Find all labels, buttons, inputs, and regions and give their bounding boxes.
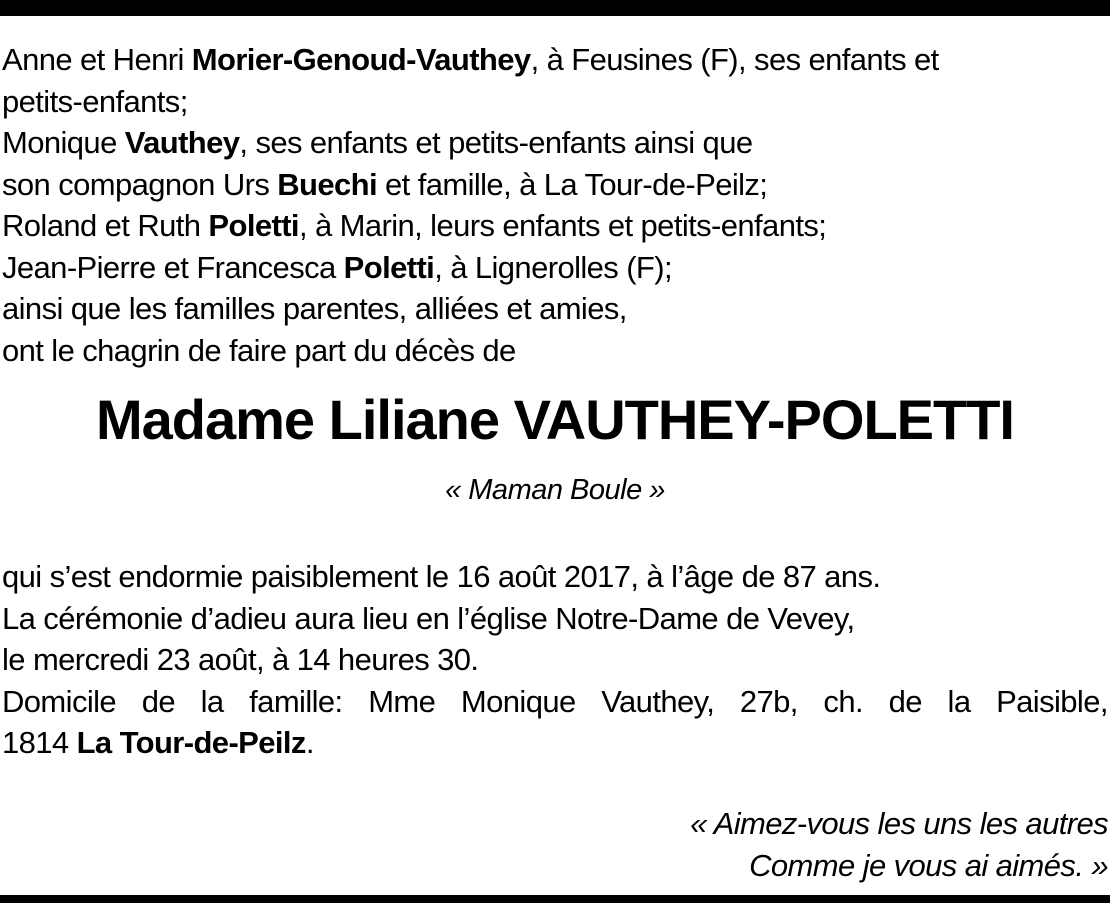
details-line-2: La cérémonie d’adieu aura lieu en l’église Notre-Dame de Vevey,	[2, 600, 855, 636]
justified-word: ch.	[823, 683, 863, 719]
intro-line-2: petits-enfants;	[2, 83, 188, 119]
justified-word: la	[947, 683, 971, 719]
family-name: Morier-Genoud-Vauthey	[191, 42, 531, 77]
deceased-nickname: « Maman Boule »	[445, 474, 665, 506]
announcement-intro	[2, 39, 1108, 371]
justified-word: la	[200, 683, 224, 719]
deceased-name: Madame Liliane VAUTHEY-POLETTI	[95, 388, 1014, 451]
family-name: Poletti	[343, 249, 435, 285]
family-name: Vauthey	[124, 125, 240, 160]
bottom-rule	[0, 895, 1110, 903]
justified-word: Domicile	[2, 683, 117, 719]
justified-word: Paisible,	[996, 683, 1108, 719]
justified-word: Vauthey,	[601, 683, 715, 719]
family-name: Poletti	[208, 208, 299, 243]
justified-word: Monique	[460, 683, 576, 719]
closing-quote	[508, 803, 1108, 886]
intro-line-8: ont le chagrin de faire part du décès de	[2, 332, 516, 368]
details-line-3: le mercredi 23 août, à 14 heures 30.	[2, 642, 479, 677]
justified-word: 27b,	[739, 683, 798, 719]
place-name: La Tour-de-Peilz	[76, 725, 306, 760]
intro-line-5: Roland et Ruth Poletti, à Marin, leurs enfants et petits-enfants;	[2, 208, 827, 243]
intro-line-4: son compagnon Urs Buechi et famille, à La Tour-de-Peilz;	[2, 166, 768, 202]
intro-line-3: Monique Vauthey, ses enfants et petits-enfants ainsi que	[2, 125, 753, 160]
intro-line-6: Jean-Pierre et Francesca Poletti, à Lignerolles (F);	[2, 249, 673, 285]
quote-line-1: « Aimez-vous les uns les autres	[690, 806, 1108, 841]
intro-line-7: ainsi que les familles parentes, alliées et amies,	[2, 291, 627, 326]
justified-word: de	[141, 683, 175, 719]
ceremony-details	[2, 556, 1108, 764]
justified-word: de	[888, 683, 922, 719]
top-rule	[0, 0, 1110, 16]
details-line-1: qui s’est endormie paisiblement le 16 août 2017, à l’âge de 87 ans.	[2, 559, 881, 594]
details-line-5: 1814 La Tour-de-Peilz.	[2, 725, 314, 760]
intro-line-1: Anne et Henri Morier-Genoud-Vauthey, à Feusines (F), ses enfants et	[2, 42, 939, 77]
justified-word: famille:	[249, 683, 343, 719]
quote-line-2: Comme je vous ai aimés. »	[749, 847, 1108, 883]
details-line-4	[2, 681, 1108, 723]
justified-word: Mme	[368, 683, 436, 719]
family-name: Buechi	[277, 166, 378, 202]
